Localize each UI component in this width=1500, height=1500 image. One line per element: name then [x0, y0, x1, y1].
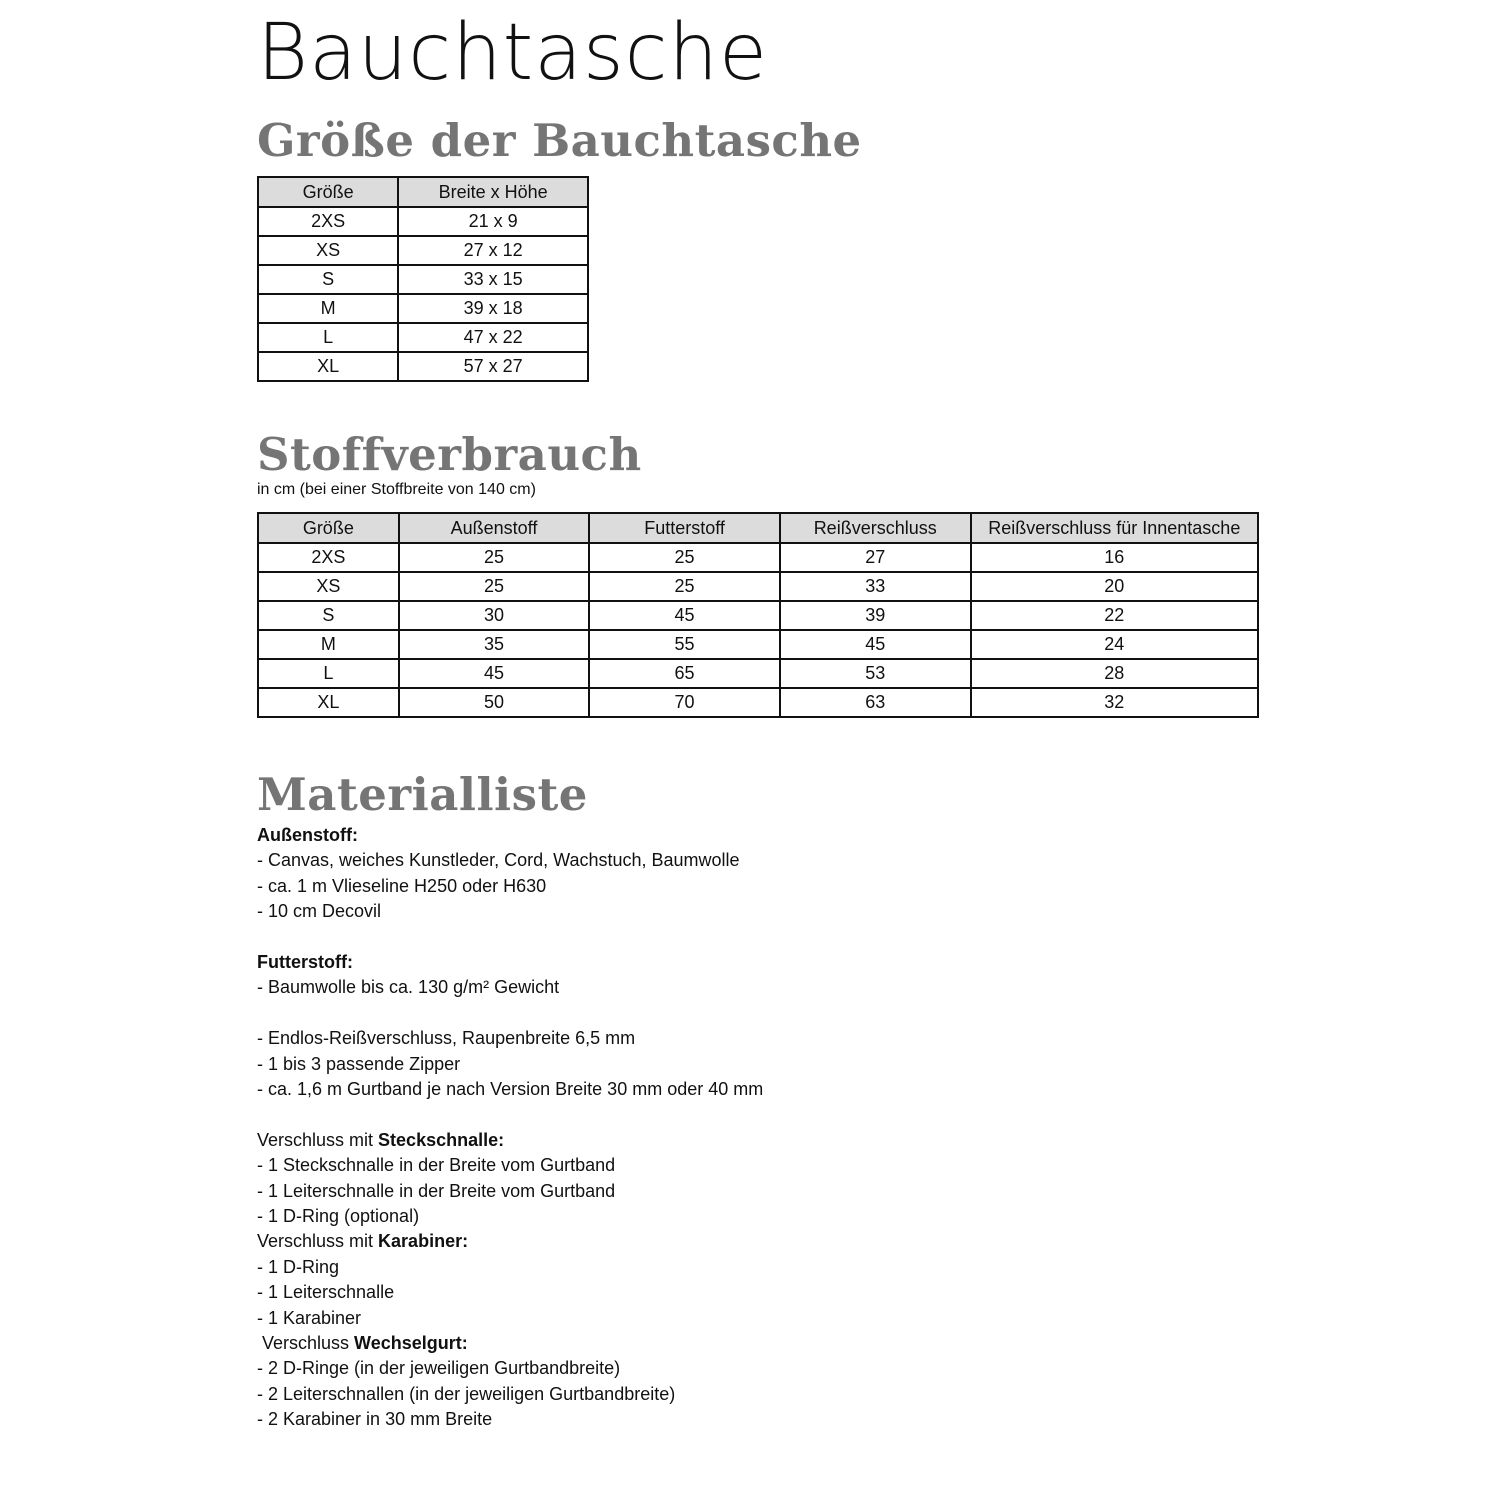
list-item: - Baumwolle bis ca. 130 g/m² Gewicht: [257, 977, 560, 998]
table-cell: 2XS: [258, 207, 398, 236]
table-cell: 53: [780, 659, 971, 688]
table-cell: S: [258, 265, 398, 294]
list-item: - 2 D-Ringe (in der jeweiligen Gurtbandbreite): [257, 1358, 621, 1379]
list-item: - 2 Leiterschnallen (in der jeweiligen Gurtbandbreite): [257, 1383, 676, 1404]
table-cell: 33 x 15: [398, 265, 588, 294]
column-header: Reißverschluss für Innentasche: [971, 513, 1258, 543]
table-cell: 55: [589, 630, 780, 659]
table-cell: 25: [589, 543, 780, 572]
table-cell: 47 x 22: [398, 323, 588, 352]
list-item: - Endlos-Reißverschluss, Raupenbreite 6,5 mm: [257, 1028, 636, 1049]
strap-closure-label: Verschluss Wechselgurt:: [257, 1333, 468, 1354]
column-header: Größe: [258, 177, 398, 207]
column-header: Außenstoff: [399, 513, 590, 543]
table-row: [258, 352, 588, 381]
table-cell: 70: [589, 688, 780, 717]
fabric-table: [257, 512, 1259, 718]
table-cell: 35: [399, 630, 590, 659]
table-cell: 65: [589, 659, 780, 688]
list-item: - 1 Leiterschnalle in der Breite vom Gurtband: [257, 1180, 616, 1201]
table-cell: 25: [399, 572, 590, 601]
table-cell: 39 x 18: [398, 294, 588, 323]
table-row: [258, 236, 588, 265]
table-cell: 30: [399, 601, 590, 630]
column-header: Futterstoff: [589, 513, 780, 543]
table-cell: 24: [971, 630, 1258, 659]
table-cell: L: [258, 323, 398, 352]
buckle-closure-label: Verschluss mit Steckschnalle:: [257, 1129, 505, 1150]
table-row: [258, 659, 1258, 688]
table-cell: 2XS: [258, 543, 399, 572]
table-cell: XS: [258, 572, 399, 601]
table-cell: 45: [399, 659, 590, 688]
table-cell: 22: [971, 601, 1258, 630]
list-item: - Canvas, weiches Kunstleder, Cord, Wachstuch, Baumwolle: [257, 850, 740, 871]
table-cell: 39: [780, 601, 971, 630]
table-cell: XL: [258, 688, 399, 717]
table-row: [258, 207, 588, 236]
table-cell: 27 x 12: [398, 236, 588, 265]
column-header: Breite x Höhe: [398, 177, 588, 207]
table-row: [258, 688, 1258, 717]
outer-fabric-label: Außenstoff:: [257, 825, 358, 845]
table-cell: 27: [780, 543, 971, 572]
table-row: [258, 630, 1258, 659]
carabiner-closure-label: Verschluss mit Karabiner:: [257, 1231, 469, 1252]
list-item: - 1 Karabiner: [257, 1307, 362, 1328]
table-cell: 25: [399, 543, 590, 572]
table-row: [258, 323, 588, 352]
table-cell: 33: [780, 572, 971, 601]
list-item: - 1 Steckschnalle in der Breite vom Gurtband: [257, 1155, 616, 1176]
table-cell: 16: [971, 543, 1258, 572]
fabric-section-heading: Stoffverbrauch: [257, 428, 642, 481]
table-row: [258, 572, 1258, 601]
list-item: - 1 bis 3 passende Zipper: [257, 1053, 461, 1074]
list-item: - ca. 1,6 m Gurtband je nach Version Breite 30 mm oder 40 mm: [257, 1079, 764, 1100]
table-cell: 20: [971, 572, 1258, 601]
table-row: [258, 543, 1258, 572]
fabric-table-header-row: [258, 513, 1258, 543]
list-item: - 1 D-Ring (optional): [257, 1206, 420, 1227]
list-item: - 1 D-Ring: [257, 1256, 340, 1277]
table-cell: XS: [258, 236, 398, 265]
column-header: Reißverschluss: [780, 513, 971, 543]
table-cell: S: [258, 601, 399, 630]
column-header: Größe: [258, 513, 399, 543]
table-cell: 32: [971, 688, 1258, 717]
list-item: - ca. 1 m Vlieseline H250 oder H630: [257, 875, 547, 896]
table-row: [258, 601, 1258, 630]
table-row: [258, 265, 588, 294]
list-item: - 2 Karabiner in 30 mm Breite: [257, 1409, 493, 1430]
table-cell: 45: [589, 601, 780, 630]
table-cell: M: [258, 294, 398, 323]
table-cell: L: [258, 659, 399, 688]
table-cell: 21 x 9: [398, 207, 588, 236]
table-cell: 45: [780, 630, 971, 659]
table-row: [258, 294, 588, 323]
table-cell: M: [258, 630, 399, 659]
materials-list: [257, 823, 763, 1433]
list-item: - 10 cm Decovil: [257, 901, 382, 922]
list-item: - 1 Leiterschnalle: [257, 1282, 395, 1303]
size-section-heading: Größe der Bauchtasche: [257, 114, 862, 167]
table-cell: 57 x 27: [398, 352, 588, 381]
table-cell: 28: [971, 659, 1258, 688]
size-table-header-row: [258, 177, 588, 207]
fabric-subtitle: in cm (bei einer Stoffbreite von 140 cm): [257, 481, 536, 498]
table-cell: XL: [258, 352, 398, 381]
lining-fabric-label: Futterstoff:: [257, 952, 353, 973]
materials-heading: Materialliste: [257, 768, 588, 821]
table-cell: 25: [589, 572, 780, 601]
table-cell: 50: [399, 688, 590, 717]
size-table: [257, 176, 589, 382]
page-title: Bauchtasche: [257, 8, 768, 98]
table-cell: 63: [780, 688, 971, 717]
